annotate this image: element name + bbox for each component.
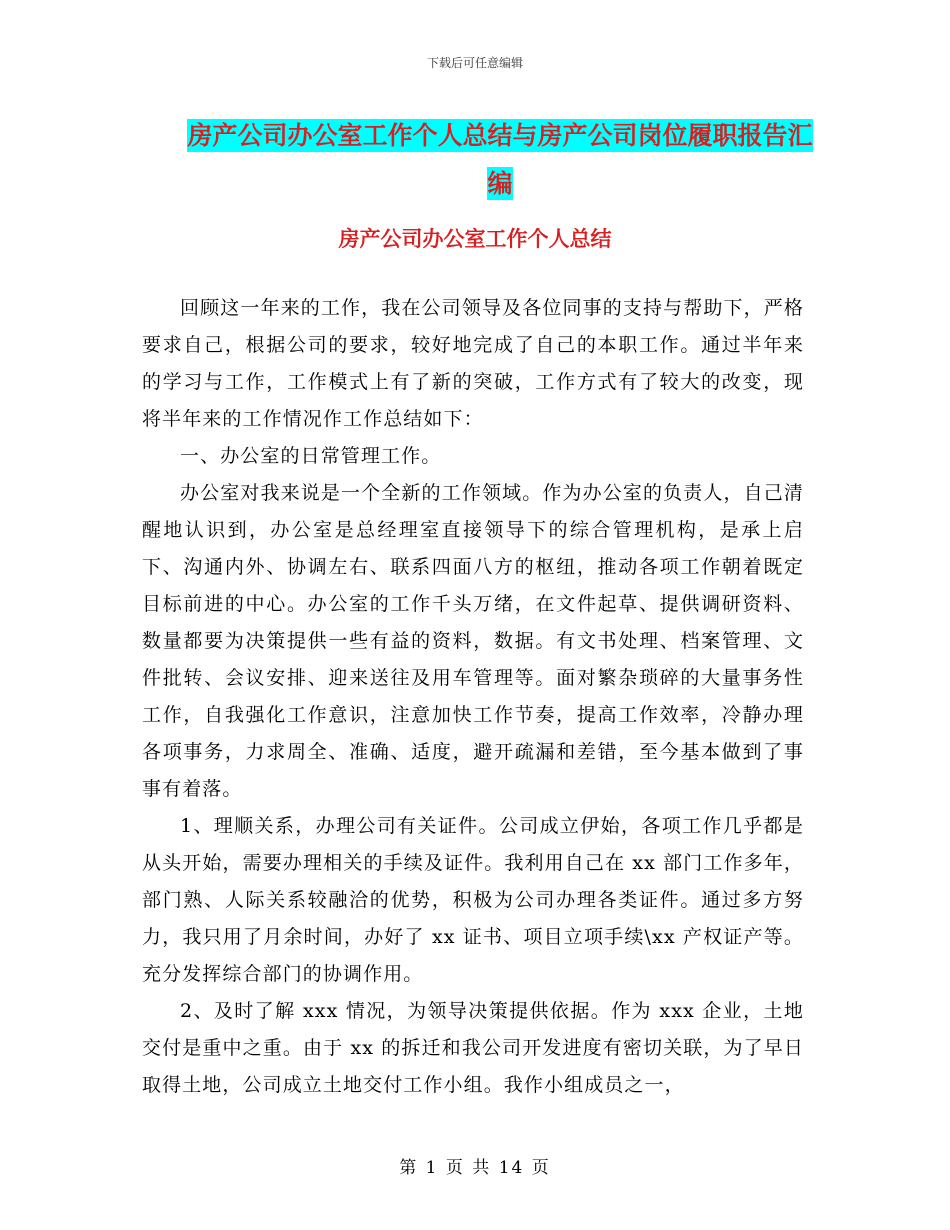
body-text: [142, 290, 804, 1104]
document-title-text: 房产公司办公室工作个人总结与房产公司岗位履职报告汇编: [187, 121, 813, 198]
document-title: [185, 112, 815, 208]
paragraph: 1、理顺关系，办理公司有关证件。公司成立伊始，各项工作几乎都是从头开始，需要办理相关的手续及证件。我利用自己在 xx 部门工作多年，部门熟、人际关系较融洽的优势，积极为公司办理各类证件。通过多方努力，我只用了月余时间，办好了 xx 证书、项目立项手续\xx 产权证产等。充分发挥综合部门的协调作用。: [142, 815, 804, 985]
paragraph: 办公室对我来说是一个全新的工作领域。作为办公室的负责人，自己清醒地认识到，办公室是总经理室直接领导下的综合管理机构，是承上启下、沟通内外、协调左右、联系四面八方的枢纽，推动各项工作朝着既定目标前进的中心。办公室的工作千头万绪，在文件起草、提供调研资料、数量都要为决策提供一些有益的资料，数据。有文书处理、档案管理、文件批转、会议安排、迎来送往及用车管理等。面对繁杂琐碎的大量事务性工作，自我强化工作意识，注意加快工作节奏，提高工作效率，冷静办理各项事务，力求周全、准确、适度，避开疏漏和差错，至今基本做到了事事有着落。: [142, 482, 804, 800]
page-number: 第 1 页 共 14 页: [399, 1158, 551, 1178]
paragraph: 一、办公室的日常管理工作。: [180, 445, 442, 467]
paragraph: 2、及时了解 xxx 情况，为领导决策提供依据。作为 xxx 企业，土地交付是重中之重。由于 xx 的拆迁和我公司开发进度有密切关联，为了早日取得土地，公司成立土地交付工作小组。我作小组成员之一，: [142, 1000, 804, 1096]
paragraph: 回顾这一年来的工作，我在公司领导及各位同事的支持与帮助下，严格要求自己，根据公司的要求，较好地完成了自己的本职工作。通过半年来的学习与工作，工作模式上有了新的突破，工作方式有了较大的改变，现将半年来的工作情况作工作总结如下：: [142, 297, 804, 430]
header-note: 下载后可任意编辑: [426, 56, 523, 70]
section-title: 房产公司办公室工作个人总结: [338, 227, 612, 251]
